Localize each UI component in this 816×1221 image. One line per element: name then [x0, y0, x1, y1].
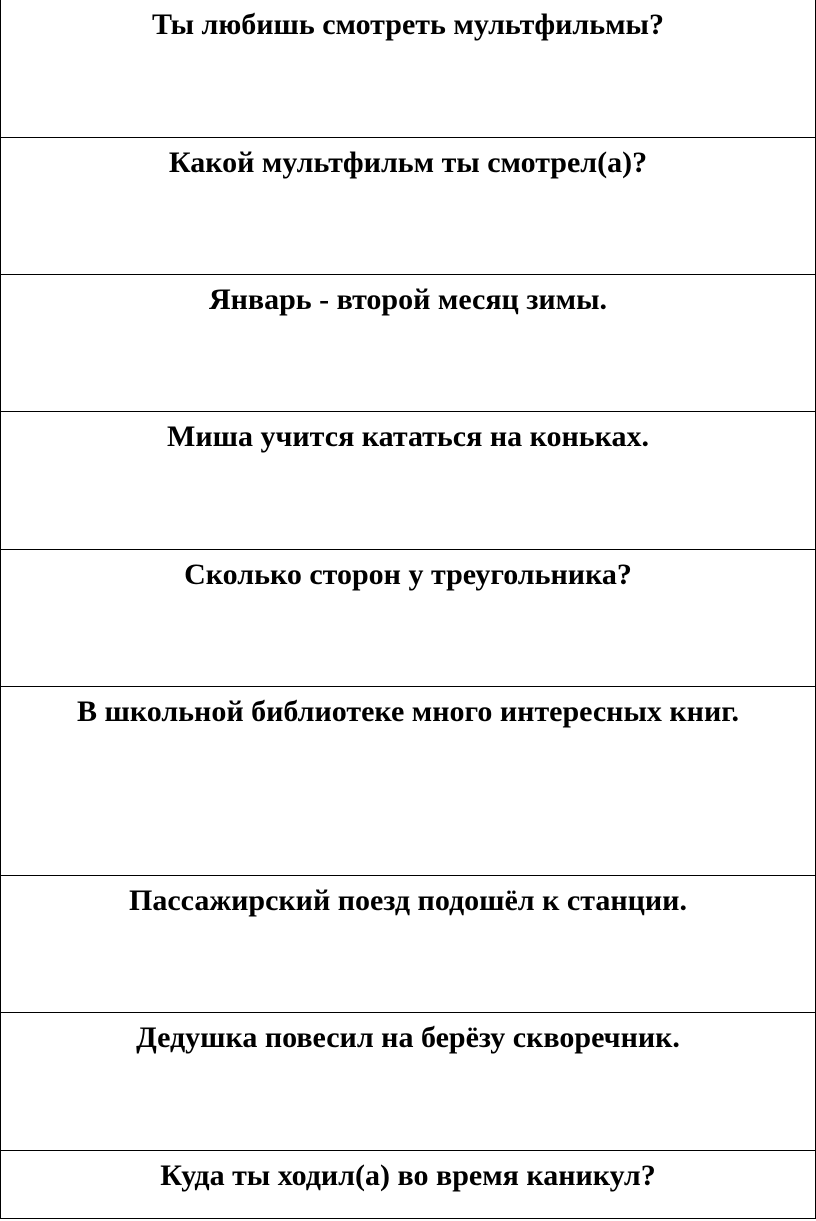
sentence-text: Сколько сторон у треугольника? [184, 557, 632, 591]
sentence-card-4 [1, 411, 816, 549]
table-row [1, 1012, 816, 1150]
sentence-text: Какой мультфильм ты смотрел(а)? [168, 145, 648, 179]
sentence-card-1 [1, 0, 816, 137]
table-row [1, 875, 816, 1012]
sentence-text: Миша учится кататься на коньках. [167, 419, 649, 453]
sentence-card-6 [1, 686, 816, 875]
sentence-text: Пассажирский поезд подошёл к станции. [129, 883, 687, 917]
table-row [1, 274, 816, 411]
sentence-text: Куда ты ходил(а) во время каникул? [160, 1158, 656, 1192]
sentence-card-9 [1, 1150, 816, 1218]
sentence-text: Дедушка повесил на берёзу скворечник. [136, 1020, 680, 1054]
sentence-text: В школьной библиотеке много интересных книг. [77, 694, 739, 728]
sentence-card-7 [1, 875, 816, 1012]
sentence-card-8 [1, 1012, 816, 1150]
table-row [1, 0, 816, 137]
table-row [1, 1150, 816, 1218]
sentence-text: Ты любишь смотреть мультфильмы? [152, 8, 664, 41]
sentence-text: Январь - второй месяц зимы. [208, 282, 608, 316]
table-row [1, 137, 816, 274]
table-row [1, 411, 816, 549]
table-row [1, 549, 816, 686]
sentence-card-3 [1, 274, 816, 411]
sentence-card-2 [1, 137, 816, 274]
sentence-card-5 [1, 549, 816, 686]
table-row [1, 686, 816, 875]
